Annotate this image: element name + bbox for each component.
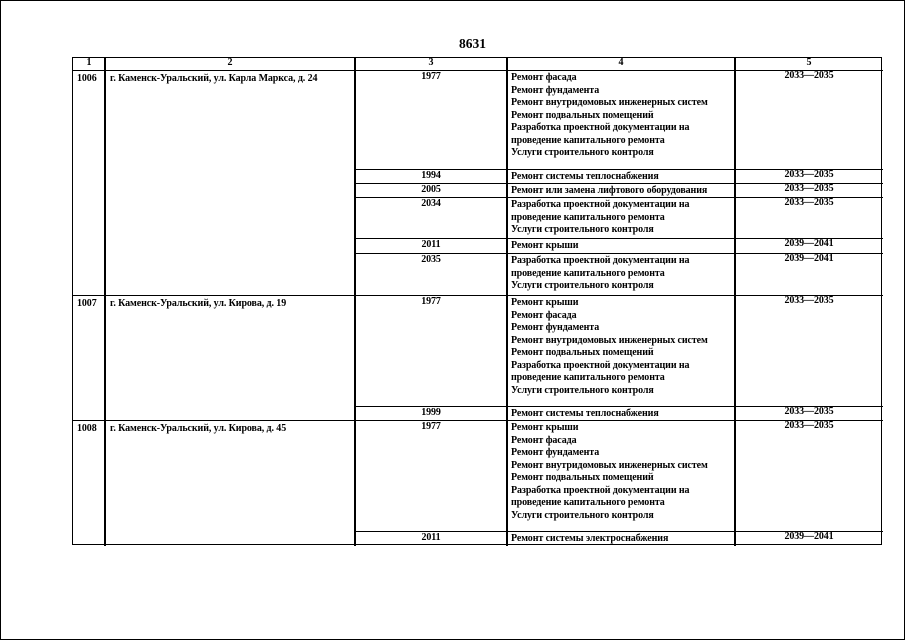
row-number: 1007 <box>77 298 97 309</box>
item-year: 1977 <box>421 421 441 432</box>
work-item: Услуги строительного контроля <box>511 147 654 158</box>
work-item: Услуги строительного контроля <box>511 224 654 235</box>
item-year: 2035 <box>421 254 441 265</box>
row-number: 1008 <box>77 423 97 434</box>
work-item: Ремонт внутридомовых инженерных систем <box>511 334 708 346</box>
item-period: 2033—2035 <box>784 295 834 306</box>
row-address: г. Каменск-Уральский, ул. Кирова, д. 19 <box>110 298 287 309</box>
item-period: 2039—2041 <box>784 531 834 542</box>
column-header-5: 5 <box>806 57 812 68</box>
page-number: 8631 <box>459 36 486 51</box>
work-item: Ремонт системы электроснабжения <box>511 533 669 544</box>
work-item: Ремонт внутридомовых инженерных систем <box>511 459 708 471</box>
row-address: г. Каменск-Уральский, ул. Карла Маркса, д. 24 <box>110 73 318 84</box>
work-item: Разработка проектной документации на <box>511 255 690 266</box>
column-header-2: 2 <box>227 57 233 68</box>
work-item: Ремонт или замена лифтового оборудования <box>511 185 708 196</box>
item-period: 2033—2035 <box>784 197 834 208</box>
column-header-1: 1 <box>86 57 92 68</box>
work-item: Ремонт фасада <box>511 72 577 83</box>
item-period: 2039—2041 <box>784 238 834 249</box>
item-period: 2033—2035 <box>784 183 834 194</box>
work-item: Ремонт фасада <box>511 434 577 446</box>
work-item: Ремонт крыши <box>511 297 579 308</box>
column-divider <box>104 58 105 546</box>
work-item: Ремонт системы теплоснабжения <box>511 171 659 182</box>
work-item: проведение капитального ремонта <box>511 372 665 383</box>
work-item: Ремонт подвальных помещений <box>511 347 654 358</box>
work-item: проведение капитального ремонта <box>511 267 665 279</box>
work-item: Разработка проектной документации на <box>511 359 690 371</box>
row-number: 1006 <box>77 73 97 84</box>
column-header-4: 4 <box>618 57 624 68</box>
work-item: Ремонт фасада <box>511 309 577 321</box>
work-item: Ремонт подвальных помещений <box>511 472 654 483</box>
work-item: Услуги строительного контроля <box>511 509 654 521</box>
item-year: 2011 <box>421 532 441 543</box>
item-year: 1994 <box>421 170 441 181</box>
work-item: Ремонт фундамента <box>511 322 600 333</box>
work-item: Разработка проектной документации на <box>511 122 690 133</box>
item-period: 2033—2035 <box>784 406 834 417</box>
work-item: Услуги строительного контроля <box>511 280 654 291</box>
work-item: Разработка проектной документации на <box>511 199 690 210</box>
work-item: Услуги строительного контроля <box>511 384 654 396</box>
item-year: 1977 <box>421 71 441 82</box>
work-item: Ремонт фундамента <box>511 84 600 96</box>
item-period: 2039—2041 <box>784 253 834 264</box>
item-year: 2034 <box>421 198 441 209</box>
capital-repair-table <box>72 57 882 545</box>
item-year: 2005 <box>421 184 441 195</box>
work-item: проведение капитального ремонта <box>511 497 665 508</box>
item-period: 2033—2035 <box>784 70 834 81</box>
item-period: 2033—2035 <box>784 420 834 431</box>
item-year: 1977 <box>421 296 441 307</box>
work-item: Ремонт крыши <box>511 240 579 251</box>
work-item: Ремонт подвальных помещений <box>511 109 654 121</box>
work-item: Ремонт системы теплоснабжения <box>511 408 659 419</box>
work-item: проведение капитального ремонта <box>511 134 665 146</box>
item-year: 2011 <box>421 239 441 250</box>
work-item: Разработка проектной документации на <box>511 484 690 496</box>
item-period: 2033—2035 <box>784 169 834 180</box>
item-year: 1999 <box>421 407 441 418</box>
row-address: г. Каменск-Уральский, ул. Кирова, д. 45 <box>110 423 287 434</box>
work-item: проведение капитального ремонта <box>511 211 665 223</box>
column-header-3: 3 <box>428 57 434 68</box>
work-item: Ремонт фундамента <box>511 447 600 458</box>
work-item: Ремонт крыши <box>511 422 579 433</box>
work-item: Ремонт внутридомовых инженерных систем <box>511 97 708 108</box>
